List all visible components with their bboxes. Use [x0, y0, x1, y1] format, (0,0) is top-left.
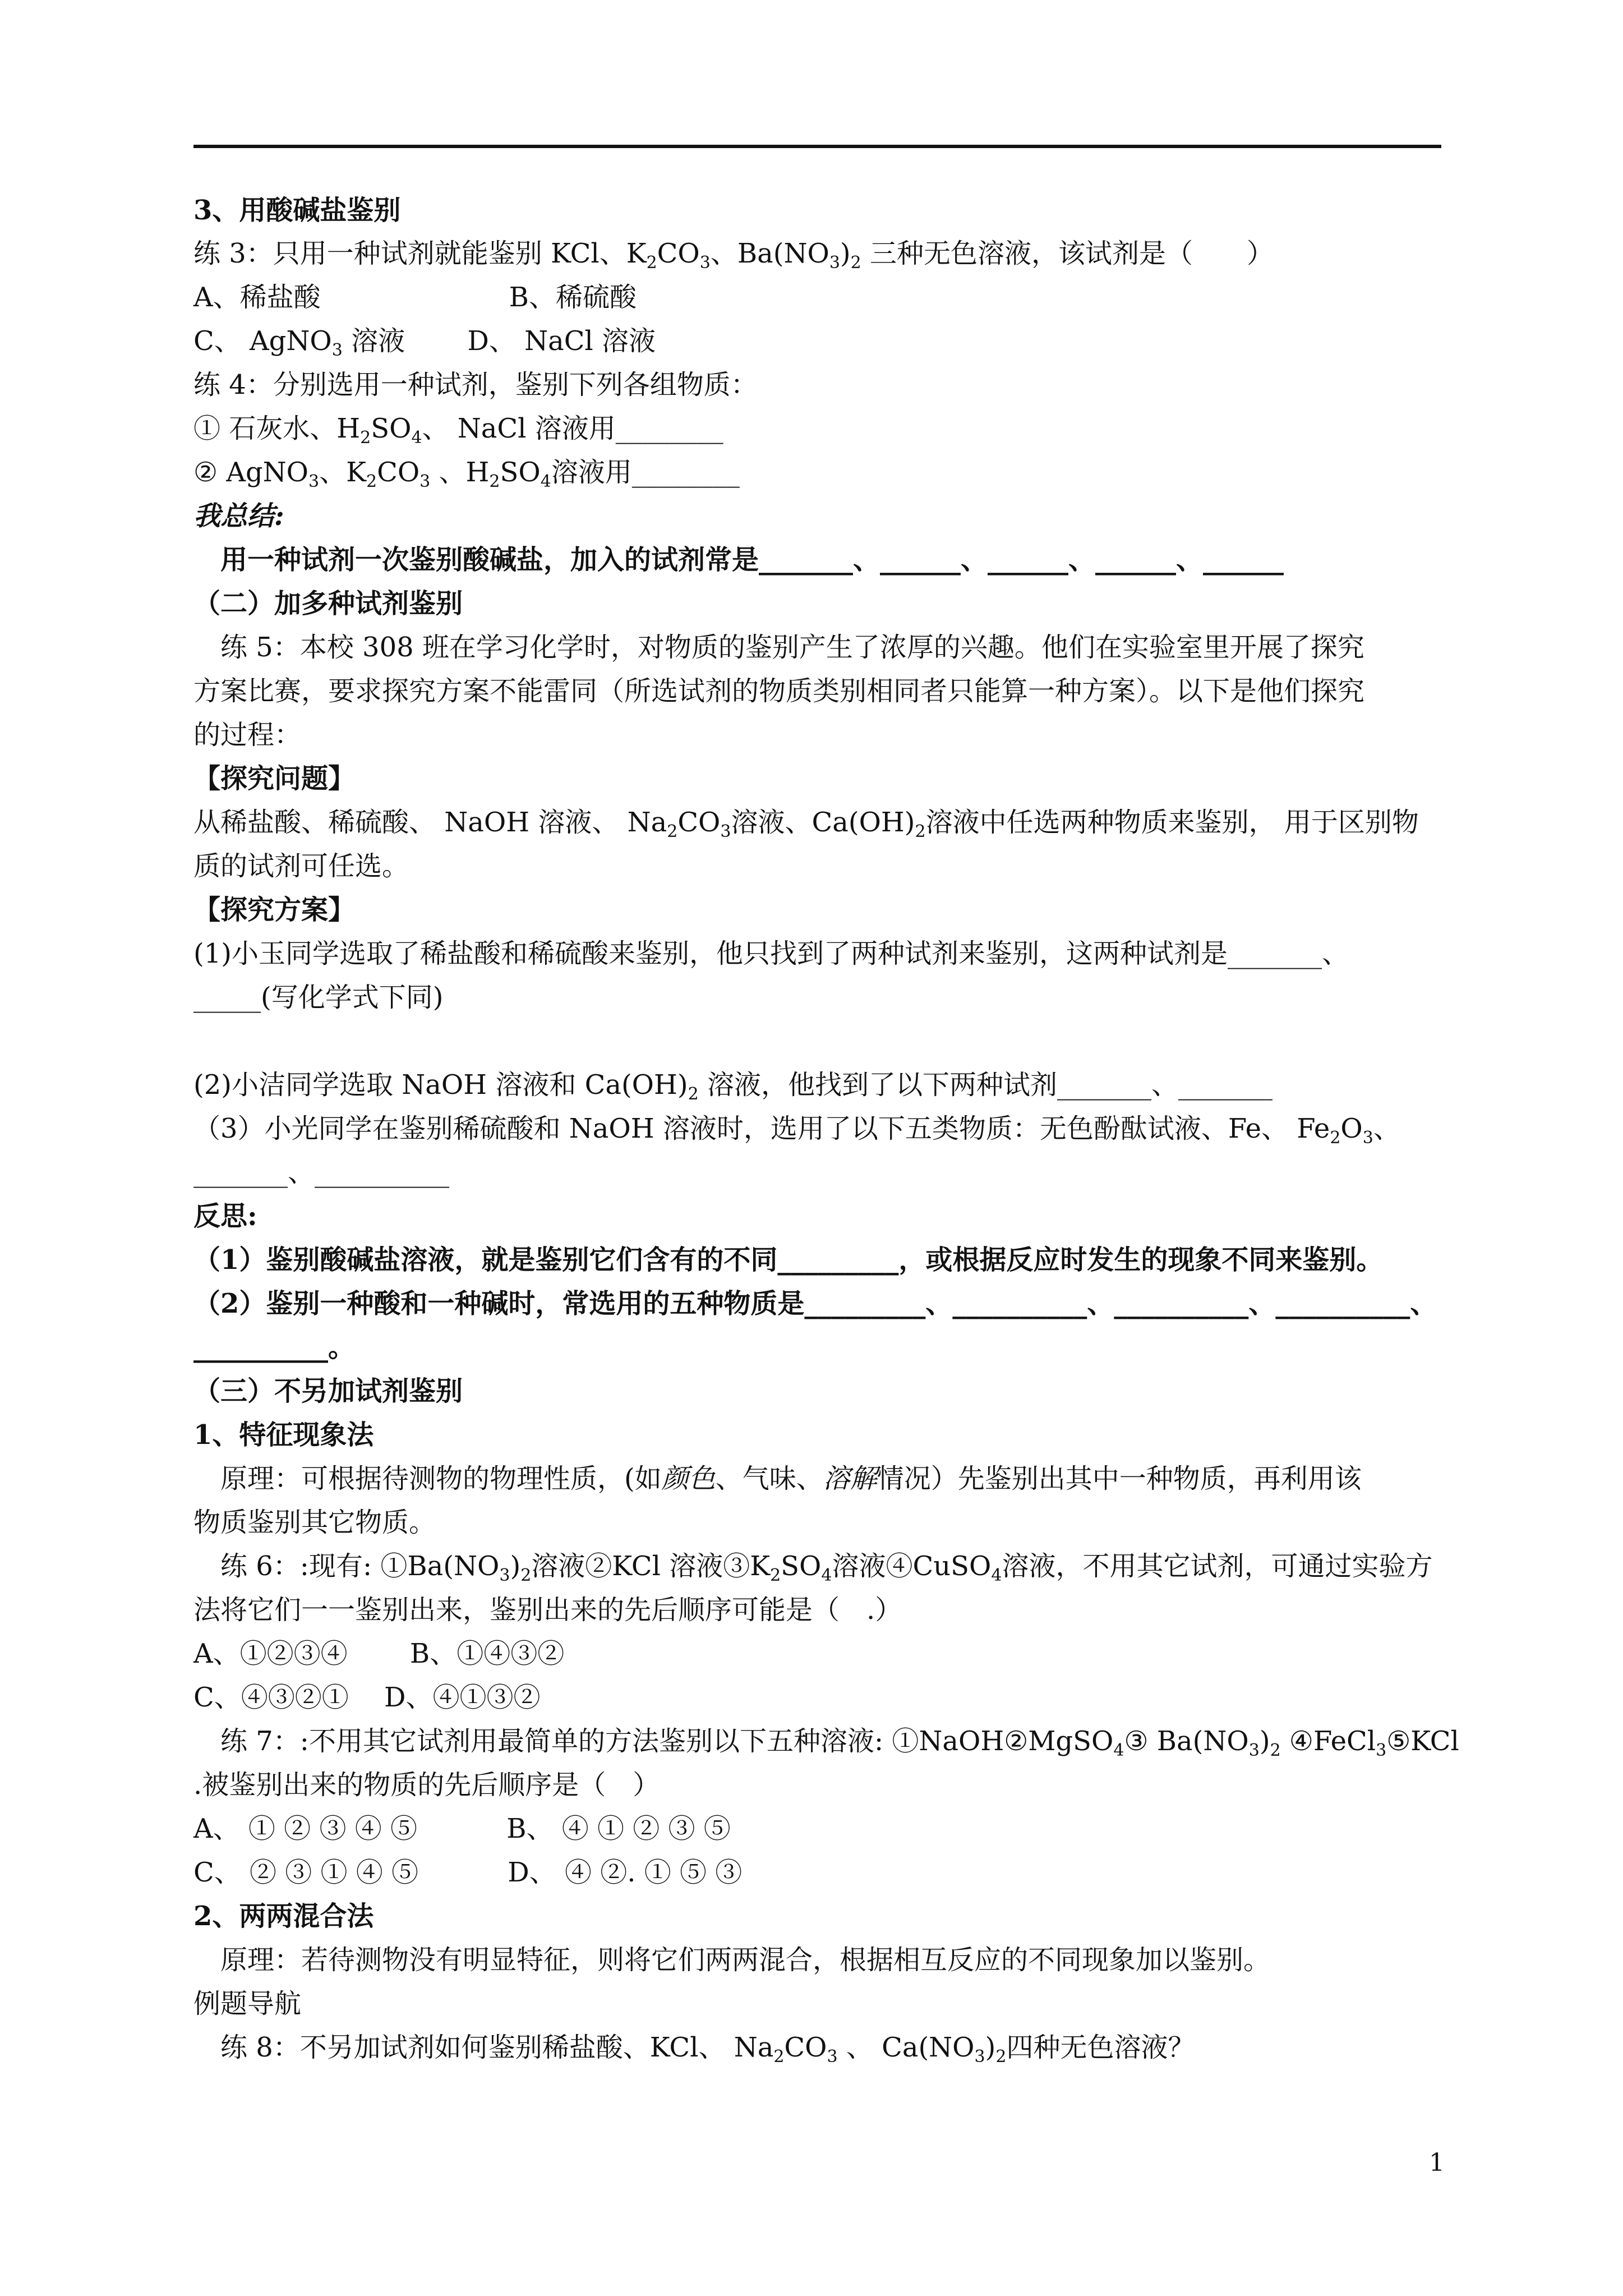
- header-rule: [193, 145, 1441, 148]
- exercise-7-line-1: 练 7：:不用其它试剂用最简单的方法鉴别以下五种溶液: ①NaOH②MgSO$_4$③ $Ba(NO_3)_2$ ④FeCl$_3$⑤KCl: [193, 1726, 1459, 1760]
- example-nav: 例题导航: [193, 1988, 302, 2019]
- exercise-3: 练 3：只用一种试剂就能鉴别 KCl、$K_2CO_3$、$Ba(NO_3)_2$ 三种无色溶液，该试剂是（ ）: [193, 238, 1274, 273]
- reflect-1: （1）鉴别酸碱盐溶液，就是鉴别它们含有的不同_________，或根据反应时发生的现象不同来鉴别。: [193, 1244, 1384, 1276]
- method-1-title: 1、特征现象法: [193, 1419, 374, 1451]
- part3-title: （三）不另加试剂鉴别: [193, 1375, 463, 1407]
- exercise-8: 练 8：不另加试剂如何鉴别稀盐酸、KCl、 $Na_2CO_3$ 、 $Ca(NO_3)_2$四种无色溶液？: [193, 2032, 1195, 2067]
- exercise-7-options-ab: A、 ① ② ③ ④ ⑤ B、 ④ ① ② ③ ⑤: [193, 1813, 731, 1844]
- principle-1-line-1: 原理：可根据待测物的物理性质，(如颜色、气味、溶解情况）先鉴别出其中一种物质，再利用该: [193, 1463, 1362, 1494]
- reflect-label: 反思:: [193, 1200, 257, 1232]
- reflect-2-line-1: （2）鉴别一种酸和一种碱时，常选用的五种物质是_________、__________、__________、__________、: [193, 1288, 1437, 1319]
- exercise-6-options-cd: C、④③②① D、④①③②: [193, 1682, 541, 1713]
- exercise-5-line-3: 的过程：: [193, 719, 302, 751]
- summary-label: 我总结:: [193, 500, 284, 532]
- exercise-3-options-cd: C、 AgNO$_3$ 溶液 D、 NaCl 溶液: [193, 325, 656, 360]
- exercise-4-item-1: ① 石灰水、$H_2SO_4$、 NaCl 溶液用________: [193, 413, 723, 448]
- plan-1-line-1: (1)小玉同学选取了稀盐酸和稀硫酸来鉴别，他只找到了两种试剂来鉴别，这两种试剂是_______、: [193, 938, 1349, 969]
- plan-3-line-2: _______、__________: [193, 1157, 450, 1188]
- part2-title: （二）加多种试剂鉴别: [193, 588, 463, 619]
- summary-text: 用一种试剂一次鉴别酸碱盐，加入的试剂常是_______、______、______、______、______: [193, 544, 1284, 576]
- principle-1-line-2: 物质鉴别其它物质。: [193, 1507, 436, 1538]
- problem-line-1: 从稀盐酸、稀硫酸、 NaOH 溶液、 $Na_2CO_3$溶液、$Ca(OH)_2$溶液中任选两种物质来鉴别， 用于区别物: [193, 807, 1419, 841]
- exercise-4-stem: 练 4：分别选用一种试剂，鉴别下列各组物质：: [193, 369, 758, 401]
- method-2-title: 2、两两混合法: [193, 1901, 374, 1932]
- plan-1-line-2: _____(写化学式下同): [193, 982, 444, 1013]
- plan-2: (2)小洁同学选取 NaOH 溶液和 $Ca(OH)_2$ 溶液，他找到了以下两种试剂_______、_______: [193, 1069, 1272, 1104]
- exercise-7-line-2: .被鉴别出来的物质的先后顺序是（ ）: [193, 1769, 660, 1801]
- exercise-4-item-2: ② AgNO$_3$、$K_2CO_3$ 、$H_2SO_4$溶液用________: [193, 457, 740, 491]
- plan-label: 【探究方案】: [193, 894, 356, 926]
- page-number: 1: [1429, 2148, 1445, 2177]
- principle-2: 原理：若待测物没有明显特征，则将它们两两混合，根据相互反应的不同现象加以鉴别。: [193, 1944, 1271, 1976]
- exercise-6-line-2: 法将它们一一鉴别出来，鉴别出来的先后顺序可能是（ .）: [193, 1594, 902, 1626]
- problem-line-2: 质的试剂可任选。: [193, 850, 409, 882]
- problem-label: 【探究问题】: [193, 763, 356, 794]
- exercise-6-options-ab: A、①②③④ B、①④③②: [193, 1638, 565, 1669]
- exercise-5-line-1: 练 5：本校 308 班在学习化学时，对物质的鉴别产生了浓厚的兴趣。他们在实验室里开展了探究: [193, 632, 1364, 663]
- exercise-6-line-1: 练 6：:现有: $①Ba(NO_3)_2$溶液②KCl 溶液$③K_2SO_4$溶液④CuSO$_4$溶液，不用其它试剂，可通过实验方: [193, 1550, 1433, 1585]
- exercise-7-options-cd: C、 ② ③ ① ④ ⑤ D、 ④ ②. ① ⑤ ③: [193, 1857, 743, 1888]
- exercise-5-line-2: 方案比赛，要求探究方案不能雷同（所选试剂的物质类别相同者只能算一种方案）。以下是他们探究: [193, 675, 1365, 707]
- section3-title: 3、用酸碱盐鉴别: [193, 195, 401, 226]
- exercise-3-options-ab: A、稀盐酸 B、稀硫酸: [193, 282, 637, 313]
- reflect-2-line-2: __________。: [193, 1332, 356, 1363]
- plan-3-line-1: （3）小光同学在鉴别稀硫酸和 NaOH 溶液时，选用了以下五类物质：无色酚酞试液、Fe、 $Fe_2O_3$、: [193, 1113, 1400, 1148]
